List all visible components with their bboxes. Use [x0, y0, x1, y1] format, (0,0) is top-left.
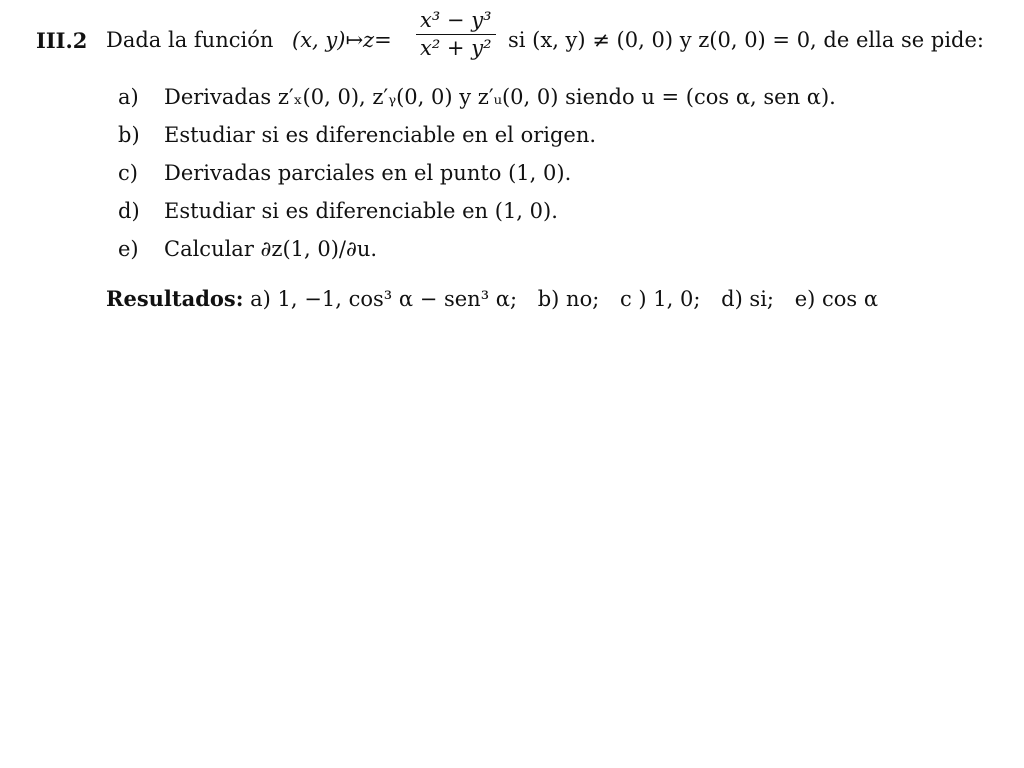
- item-label: e): [118, 237, 139, 261]
- item-text: Derivadas z′ₓ(0, 0), z′ᵧ(0, 0) y z′ᵤ(0, 0) siendo u = (cos α, sen α).: [164, 85, 836, 109]
- problem-condition: si (x, y) ≠ (0, 0) y z(0, 0) = 0, de ella se pide:: [508, 28, 984, 52]
- fraction-numerator: x³ − y³: [416, 10, 496, 35]
- item-text: Estudiar si es diferenciable en el origen.: [164, 123, 597, 147]
- function-map: (x, y)↦z=: [292, 28, 392, 52]
- item-label: b): [118, 123, 140, 147]
- item-label: c): [118, 161, 138, 185]
- results-line: [106, 286, 892, 311]
- result-b: b) no;: [537, 287, 600, 311]
- problem-intro: Dada la función: [106, 28, 274, 52]
- result-d: d) si;: [721, 287, 775, 311]
- item-text: Estudiar si es diferenciable en (1, 0).: [164, 199, 558, 223]
- result-a: a) 1, −1, cos³ α − sen³ α;: [250, 287, 518, 311]
- function-fraction: [416, 10, 496, 59]
- results-label: Resultados:: [106, 286, 244, 311]
- result-e: e) cos α: [794, 287, 879, 311]
- item-label: a): [118, 85, 139, 109]
- problem-number: III.2: [36, 28, 88, 53]
- item-text: Calcular ∂z(1, 0)/∂u.: [164, 237, 378, 261]
- item-text: Derivadas parciales en el punto (1, 0).: [164, 161, 572, 185]
- problem-statement: [36, 8, 1006, 80]
- item-label: d): [118, 199, 140, 223]
- result-c: c ) 1, 0;: [619, 287, 701, 311]
- fraction-denominator: x² + y²: [420, 36, 492, 60]
